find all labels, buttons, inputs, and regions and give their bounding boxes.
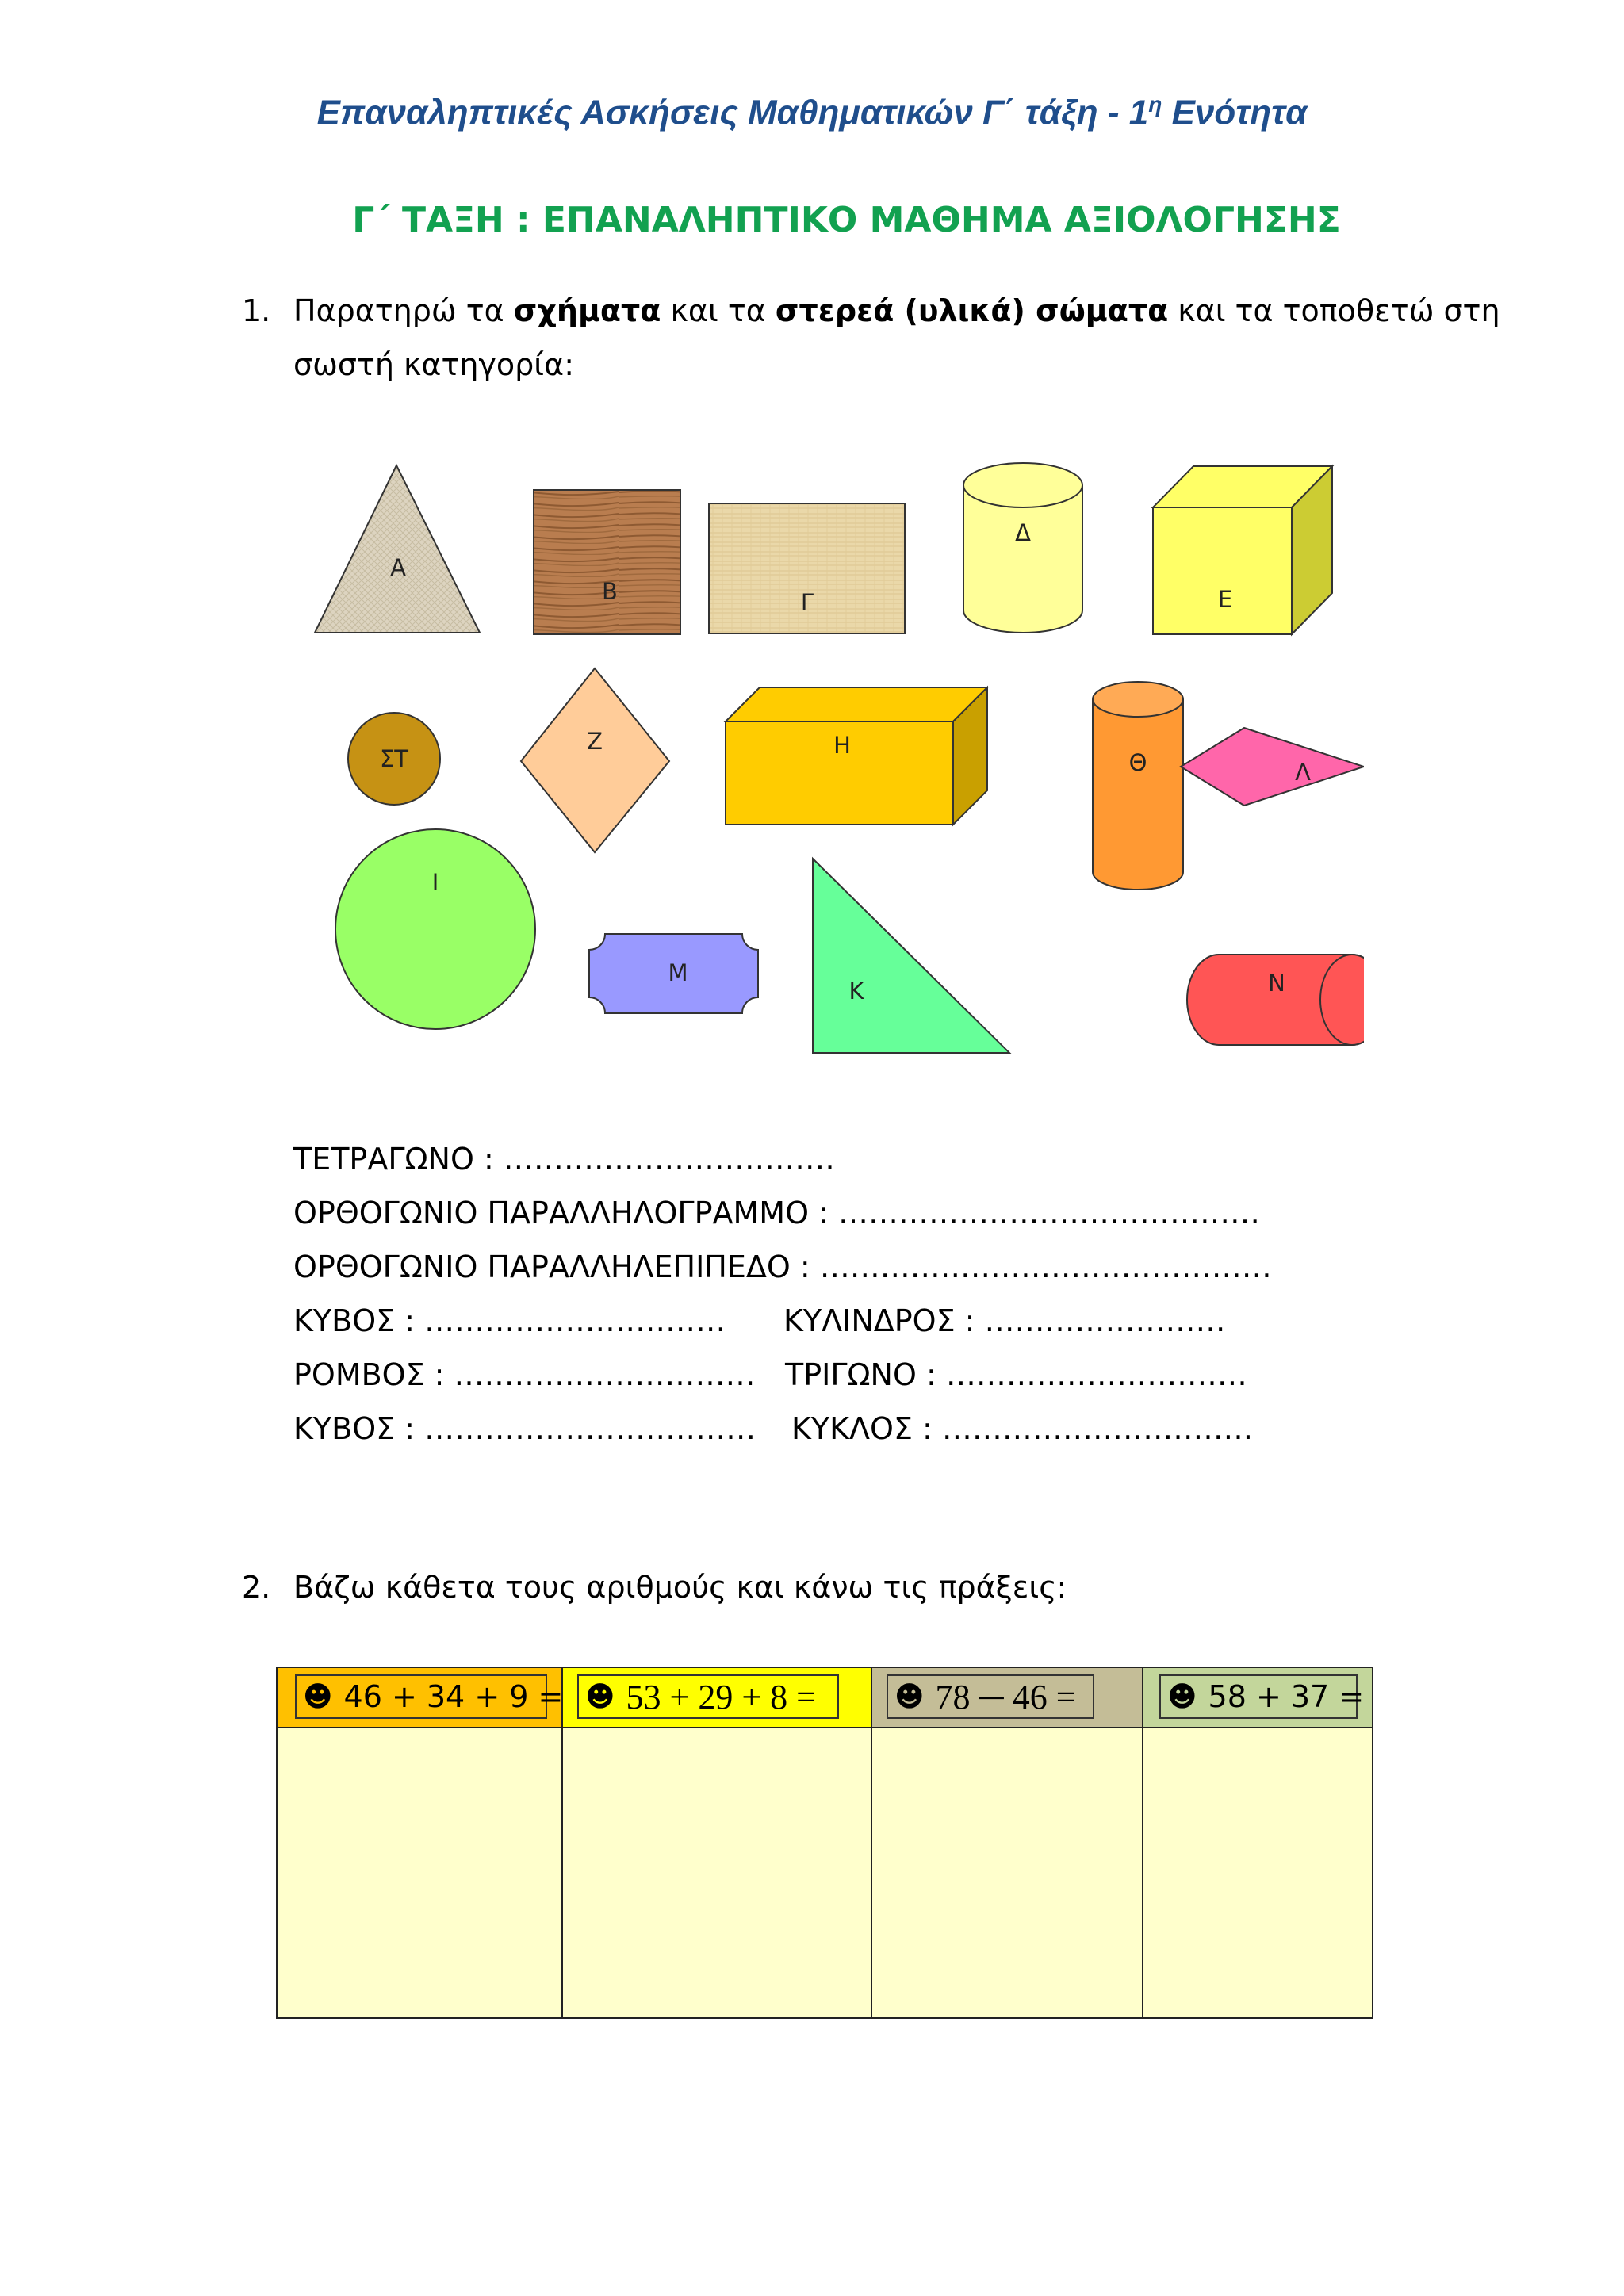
- label-z: Ζ: [587, 728, 603, 755]
- rhombus-l: [1181, 728, 1364, 806]
- smiley-icon: ☻: [1167, 1680, 1197, 1713]
- operation-column-2: [563, 1668, 872, 2017]
- cube-e-front: [1153, 507, 1292, 634]
- label-b: Β: [602, 578, 618, 605]
- label-m: Μ: [668, 959, 688, 986]
- answer-area-2[interactable]: [563, 1728, 871, 2017]
- category-triangle: ΤΡΙΓΩΝΟ : …………………………: [785, 1357, 1247, 1392]
- rhombus-z: [521, 668, 669, 852]
- category-cube-2: ΚΥΒΟΣ : ……………………………: [293, 1411, 756, 1446]
- operation-column-3: [872, 1668, 1143, 2017]
- operation-header-1: [278, 1668, 564, 1728]
- operations-table: [276, 1667, 1373, 2019]
- label-a: Α: [390, 554, 406, 581]
- triangle-a: [315, 465, 480, 633]
- square-b: [534, 490, 680, 634]
- operation-box-1: [295, 1674, 564, 1719]
- answer-area-1[interactable]: [278, 1728, 561, 2017]
- operation-box-4: [1159, 1674, 1365, 1719]
- category-cuboid: ΟΡΘΟΓΩΝΙΟ ΠΑΡΑΛΛΗΛΕΠΙΠΕΔΟ : ………………………………………: [293, 1249, 1272, 1284]
- label-d: Δ: [1015, 519, 1031, 546]
- operation-header-4: [1143, 1668, 1372, 1728]
- category-rhombus: ΡΟΜΒΟΣ : …………………………: [293, 1357, 756, 1392]
- label-k: Κ: [848, 978, 864, 1004]
- operation-column-4: [1143, 1668, 1372, 2017]
- question-1-text-line2: σωστή κατηγορία:: [293, 347, 575, 382]
- operation-expression: 53 + 29 + 8 =: [626, 1677, 816, 1716]
- category-cylinder: ΚΥΛΙΝΔΡΟΣ : ……………………: [783, 1303, 1226, 1338]
- answer-area-3[interactable]: [872, 1728, 1142, 2017]
- label-th: Θ: [1128, 749, 1147, 776]
- question-2-text: Βάζω κάθετα τους αριθμούς και κάνω τις πράξεις:: [293, 1570, 1067, 1605]
- shapes-illustration: [301, 444, 1364, 1078]
- category-rectangle: ΟΡΘΟΓΩΝΙΟ ΠΑΡΑΛΛΗΛΟΓΡΑΜΜΟ : ……………………………………: [293, 1196, 1260, 1230]
- category-cube-1: ΚΥΒΟΣ : …………………………: [293, 1303, 726, 1338]
- operation-column-1: [278, 1668, 563, 2017]
- label-h: Η: [833, 732, 851, 759]
- category-circle: ΚΥΚΛΟΣ : ………………………….: [791, 1411, 1254, 1446]
- operation-expression: 58 + 37 =: [1208, 1679, 1365, 1714]
- circle-i: [335, 829, 535, 1029]
- operation-expression: 78 ─ 46 =: [935, 1677, 1076, 1716]
- label-g: Γ: [800, 589, 814, 616]
- label-n: Ν: [1268, 970, 1285, 997]
- header-title: Επαναληπτικές Ασκήσεις Μαθηματικών Γ΄ τάξη - $1^\eta$ Ενότητα: [316, 92, 1308, 132]
- question-1-text: Παρατηρώ τα σχήματα και τα στερεά (υλικά) σώματα και τα τοποθετώ στη: [293, 293, 1500, 328]
- triangle-k: [813, 859, 1009, 1053]
- smiley-icon: ☻: [894, 1680, 925, 1713]
- label-e: Ε: [1217, 586, 1233, 613]
- operation-box-3: [887, 1674, 1094, 1719]
- operation-expression: 46 + 34 + 9 =: [343, 1679, 564, 1714]
- smiley-icon: ☻: [585, 1680, 615, 1713]
- label-l: Λ: [1295, 759, 1311, 786]
- operation-box-2: [577, 1674, 839, 1719]
- cuboid-h-top: [726, 687, 987, 721]
- question-2-number: 2.: [242, 1570, 271, 1605]
- operation-header-2: [563, 1668, 871, 1728]
- smiley-icon: ☻: [303, 1680, 333, 1713]
- category-square: ΤΕΤΡΑΓΩΝΟ : ……………………………: [293, 1142, 835, 1177]
- operation-header-3: [872, 1668, 1142, 1728]
- label-i: Ι: [431, 869, 439, 896]
- cylinder-th: [1093, 699, 1183, 890]
- lesson-title: Γ΄ ΤΑΞΗ : ΕΠΑΝΑΛΗΠΤΙΚΟ ΜΑΘΗΜΑ ΑΞΙΟΛΟΓΗΣΗΣ: [352, 200, 1341, 240]
- label-st: ΣΤ: [379, 745, 409, 772]
- answer-area-4[interactable]: [1143, 1728, 1372, 2017]
- question-1-number: 1.: [242, 293, 271, 328]
